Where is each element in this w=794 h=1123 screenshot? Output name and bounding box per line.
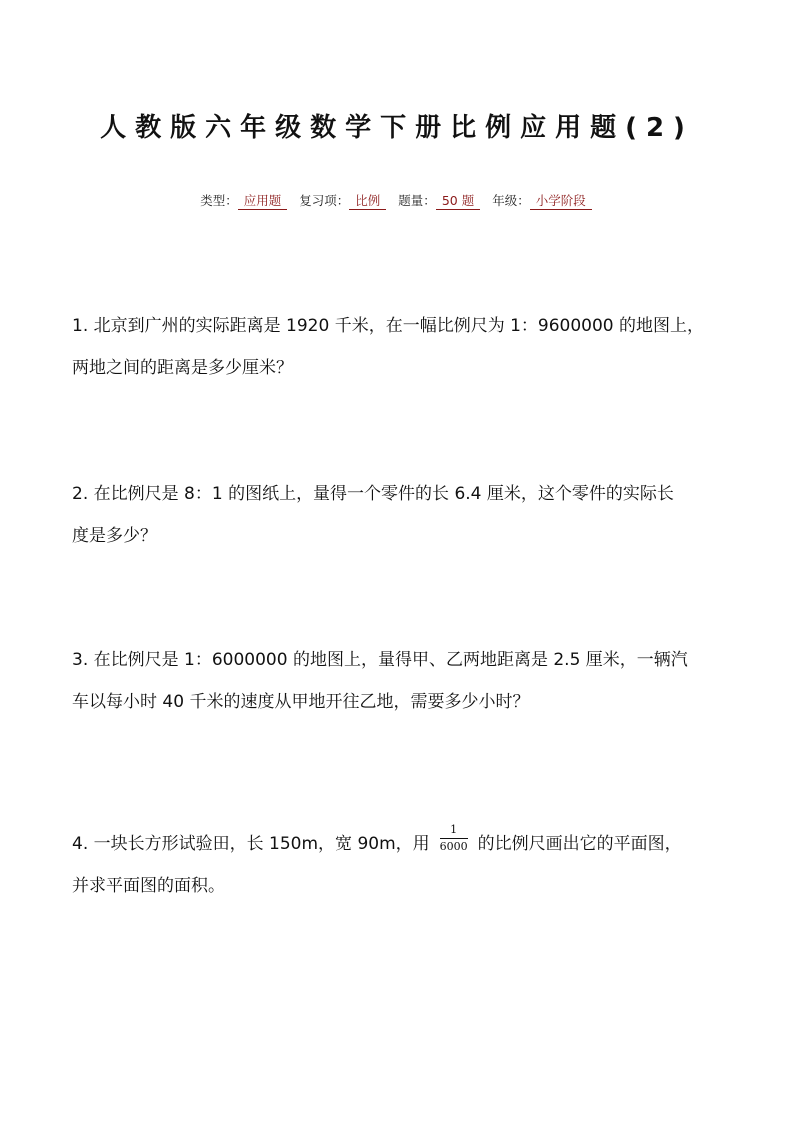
page-title: 人教版六年级数学下册比例应用题(2) [100, 113, 694, 143]
grade-value: 小学阶段 [530, 193, 592, 210]
question-2 [72, 473, 732, 557]
fraction-numerator: 1 [440, 823, 468, 839]
scale-fraction [440, 823, 468, 854]
type-label: 类型： [200, 193, 238, 208]
question-3-line-2: 车以每小时 40 千米的速度从甲地开往乙地，需要多少小时？ [72, 692, 530, 712]
meta-line [0, 191, 794, 211]
question-4-line-1 [72, 823, 732, 865]
question-4-line-1-start: 4. 一块长方形试验田，长 150m，宽 90m，用 [72, 834, 430, 854]
review-label: 复习项： [299, 193, 350, 208]
question-4-line-1-end: 的比例尺画出它的平面图， [477, 834, 682, 854]
type-value: 应用题 [238, 193, 288, 210]
question-1-line-2: 两地之间的距离是多少厘米？ [72, 358, 293, 378]
question-2-line-1: 2. 在比例尺是 8：1 的图纸上，量得一个零件的长 6.4 厘米，这个零件的实际长 [72, 484, 674, 504]
question-2-line-2: 度是多少？ [72, 526, 157, 546]
count-label: 题量： [398, 193, 436, 208]
question-1 [72, 305, 732, 389]
question-4-line-2: 并求平面图的面积。 [72, 876, 225, 896]
fraction-denominator: 6000 [439, 839, 468, 853]
question-3 [72, 639, 732, 723]
question-4 [72, 823, 732, 907]
grade-label: 年级： [492, 193, 530, 208]
question-1-line-1: 1. 北京到广州的实际距离是 1920 千米，在一幅比例尺为 1：9600000 的地图上， [72, 316, 705, 336]
review-value: 比例 [349, 193, 386, 210]
count-value: 50 题 [436, 193, 480, 210]
question-3-line-1: 3. 在比例尺是 1：6000000 的地图上，量得甲、乙两地距离是 2.5 厘米，一辆汽 [72, 650, 688, 670]
